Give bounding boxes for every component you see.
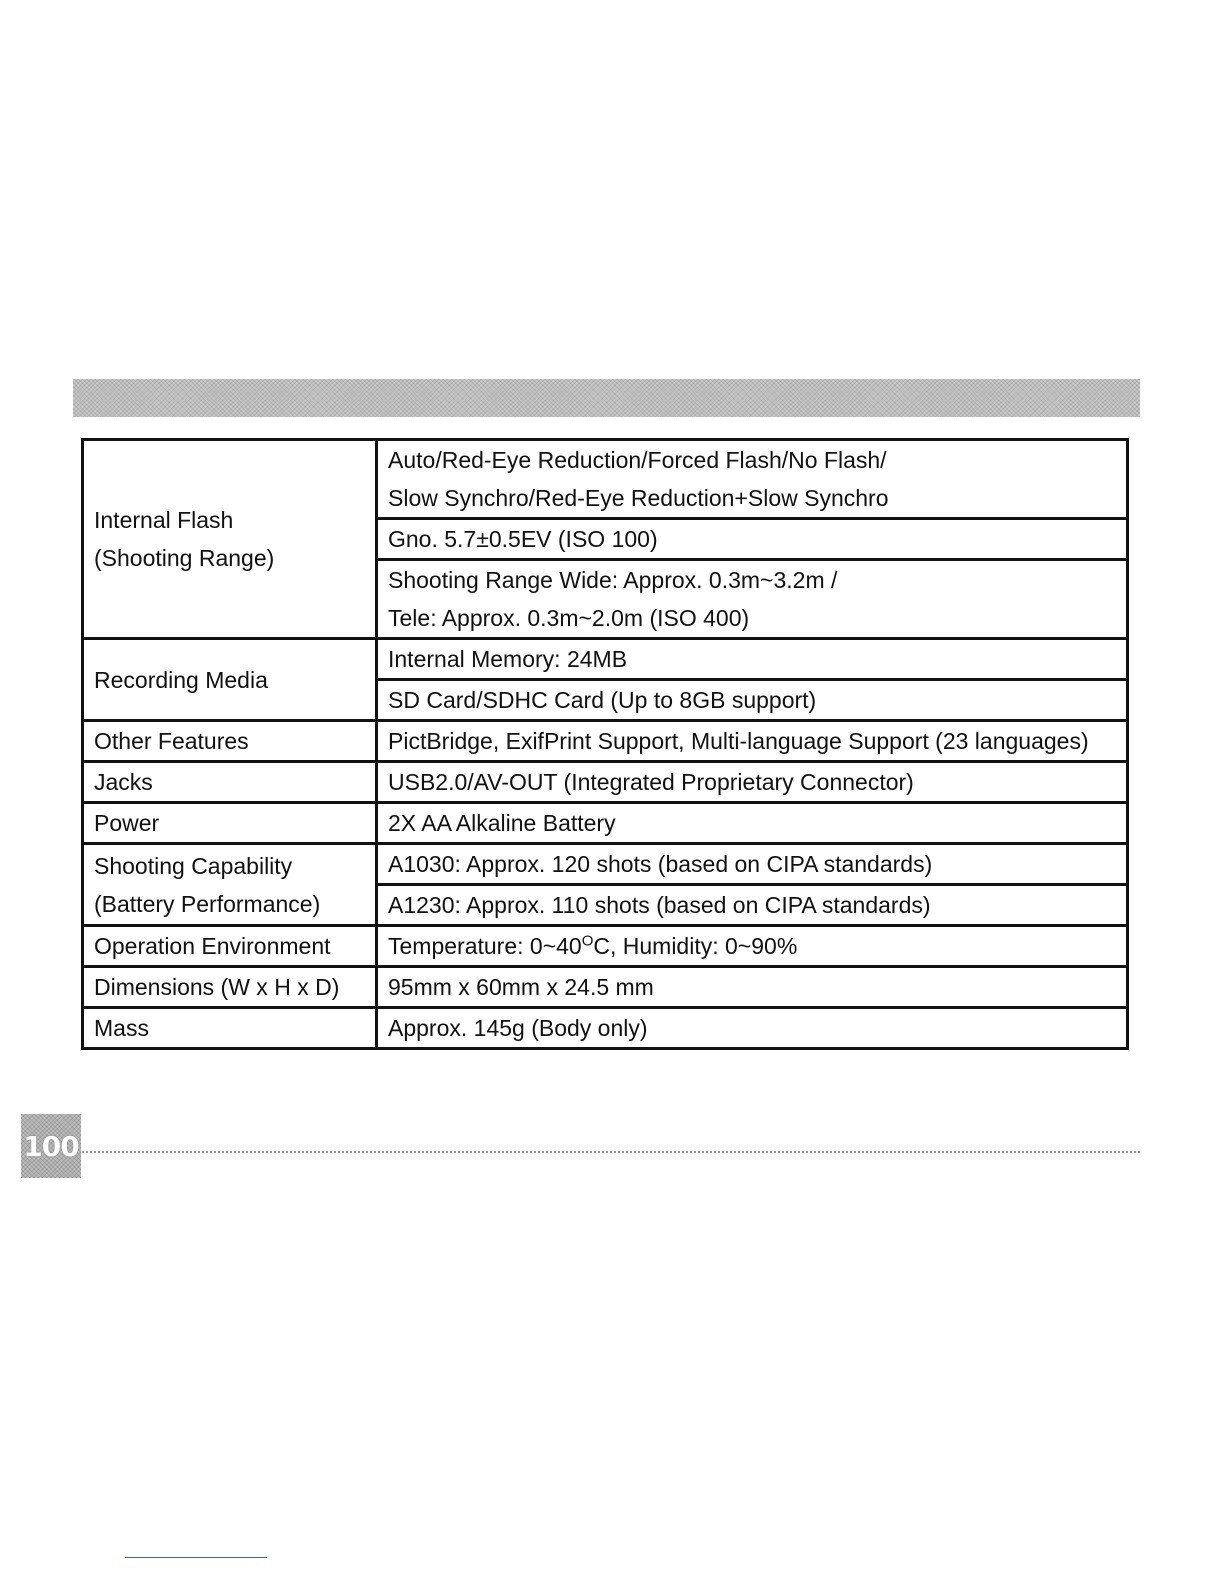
spec-value-line: Tele: Approx. 0.3m~2.0m (ISO 400): [388, 605, 750, 631]
spec-label-line: Shooting Capability: [94, 852, 293, 879]
header-band: [73, 379, 1140, 417]
table-row: [83, 967, 1128, 1008]
spec-value-dimensions: 95mm x 60mm x 24.5 mm: [377, 967, 1128, 1008]
spec-value-line: Auto/Red-Eye Reduction/Forced Flash/No Flash/: [388, 447, 887, 473]
spec-value-mass: Approx. 145g (Body only): [377, 1008, 1128, 1049]
table-row: [83, 803, 1128, 844]
spec-label-internal-flash: [83, 440, 377, 639]
table-row: [83, 721, 1128, 762]
spec-value-capability-a1230: A1230: Approx. 110 shots (based on CIPA standards): [377, 885, 1128, 926]
humidity-text: C, Humidity: 0~90%: [593, 933, 798, 959]
spec-value-flash-range: [377, 560, 1128, 639]
spec-value-line: Shooting Range Wide: Approx. 0.3m~3.2m /: [388, 567, 838, 593]
spec-value-flash-modes: [377, 440, 1128, 519]
spec-label-line: (Battery Performance): [94, 890, 321, 917]
spec-label-jacks: Jacks: [83, 762, 377, 803]
spec-label-power: Power: [83, 803, 377, 844]
spec-label-mass: Mass: [83, 1008, 377, 1049]
spec-table: [81, 438, 1129, 1050]
bottom-underline: [125, 1557, 267, 1558]
page-number-badge: [21, 1114, 81, 1178]
spec-label-shooting-capability: [83, 844, 377, 926]
spec-value-other-features: PictBridge, ExifPrint Support, Multi-language Support (23 languages): [377, 721, 1128, 762]
spec-label-operation-environment: Operation Environment: [83, 926, 377, 967]
footer-divider: [82, 1151, 1140, 1153]
spec-value-operation-environment: [377, 926, 1128, 967]
spec-value-internal-memory: Internal Memory: 24MB: [377, 639, 1128, 680]
spec-label-recording-media: Recording Media: [83, 639, 377, 721]
table-row: [83, 926, 1128, 967]
spec-value-jacks: USB2.0/AV-OUT (Integrated Proprietary Connector): [377, 762, 1128, 803]
table-row: [83, 1008, 1128, 1049]
spec-label-line: Internal Flash: [94, 507, 234, 533]
table-row: [83, 440, 1128, 519]
spec-value-capability-a1030: A1030: Approx. 120 shots (based on CIPA standards): [377, 844, 1128, 885]
spec-label-line: (Shooting Range): [94, 545, 275, 571]
spec-value-flash-gno: Gno. 5.7±0.5EV (ISO 100): [377, 519, 1128, 560]
table-row: [83, 762, 1128, 803]
spec-label-dimensions: Dimensions (W x H x D): [83, 967, 377, 1008]
spec-value-power: 2X AA Alkaline Battery: [377, 803, 1128, 844]
spec-label-other-features: Other Features: [83, 721, 377, 762]
page-number: 100: [23, 1129, 79, 1163]
table-row: [83, 844, 1128, 885]
spec-value-line: Slow Synchro/Red-Eye Reduction+Slow Synchro: [388, 485, 889, 511]
spec-value-sd-card: SD Card/SDHC Card (Up to 8GB support): [377, 680, 1128, 721]
degree-mark: O: [581, 932, 594, 950]
table-row: [83, 639, 1128, 680]
temperature-text: Temperature: 0~40: [388, 933, 582, 959]
